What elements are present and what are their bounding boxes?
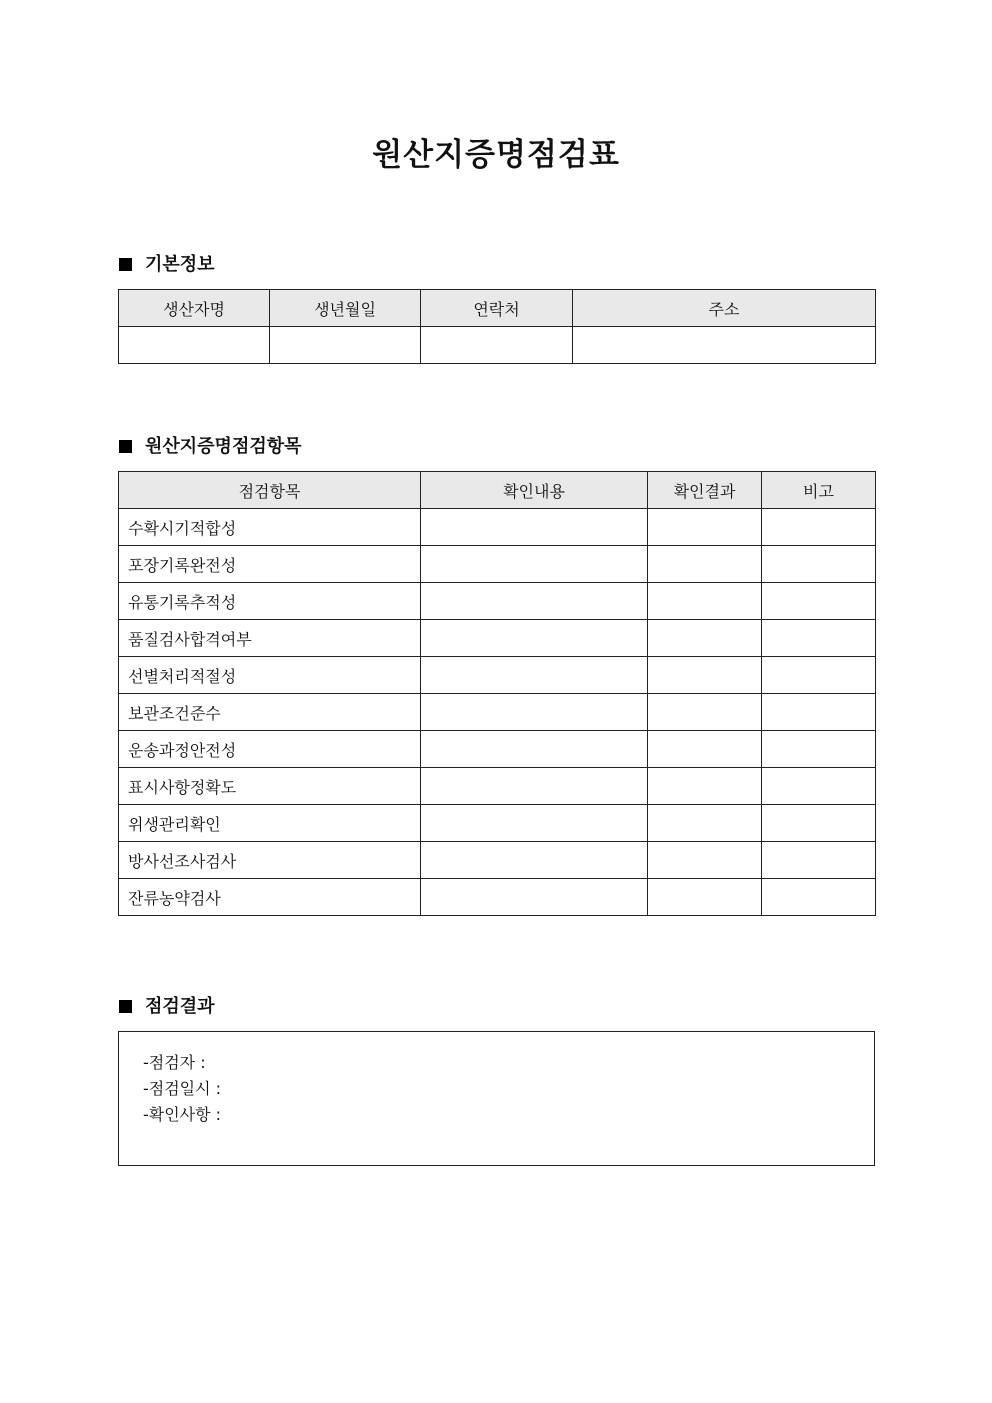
table-row (119, 805, 876, 842)
check-result-cell[interactable] (648, 657, 762, 694)
col-check-item: 점검항목 (119, 472, 421, 509)
table-row (119, 509, 876, 546)
col-remarks: 비고 (762, 472, 876, 509)
remarks-cell[interactable] (762, 620, 876, 657)
check-content-cell[interactable] (421, 546, 648, 583)
check-item-label: 방사선조사검사 (119, 842, 421, 879)
remarks-cell[interactable] (762, 657, 876, 694)
check-item-label: 유통기록추적성 (119, 583, 421, 620)
check-result-cell[interactable] (648, 509, 762, 546)
check-item-label: 잔류농약검사 (119, 879, 421, 916)
col-check-result: 확인결과 (648, 472, 762, 509)
address-cell[interactable] (573, 327, 876, 364)
check-result-cell[interactable] (648, 546, 762, 583)
remarks-cell[interactable] (762, 768, 876, 805)
check-item-label: 보관조건준수 (119, 694, 421, 731)
check-item-label: 선별처리적절성 (119, 657, 421, 694)
check-result-cell[interactable] (648, 805, 762, 842)
check-result-cell[interactable] (648, 768, 762, 805)
confirmation-notes-line: -확인사항 : (143, 1105, 222, 1124)
remarks-cell[interactable] (762, 805, 876, 842)
inspector-line: -점검자 : (143, 1053, 206, 1072)
table-row (119, 694, 876, 731)
col-producer-name: 생산자명 (119, 290, 270, 327)
basic-info-heading (119, 253, 215, 277)
basic-info-table (118, 289, 876, 364)
square-bullet-icon (119, 258, 132, 271)
check-content-cell[interactable] (421, 731, 648, 768)
remarks-cell[interactable] (762, 879, 876, 916)
check-content-cell[interactable] (421, 768, 648, 805)
col-address: 주소 (573, 290, 876, 327)
check-result-cell[interactable] (648, 842, 762, 879)
result-box[interactable] (118, 1031, 875, 1166)
col-birth-date: 생년월일 (270, 290, 421, 327)
square-bullet-icon (119, 440, 132, 453)
checklist-heading-label: 원산지증명점검항목 (145, 436, 302, 457)
square-bullet-icon (119, 1000, 132, 1013)
check-content-cell[interactable] (421, 879, 648, 916)
basic-info-heading-label: 기본정보 (145, 254, 215, 275)
table-row (119, 657, 876, 694)
check-result-cell[interactable] (648, 583, 762, 620)
checklist-table (118, 471, 876, 916)
birth-date-cell[interactable] (270, 327, 421, 364)
result-heading (119, 995, 215, 1019)
check-result-cell[interactable] (648, 694, 762, 731)
col-check-content: 확인내용 (421, 472, 648, 509)
remarks-cell[interactable] (762, 509, 876, 546)
check-content-cell[interactable] (421, 842, 648, 879)
contact-cell[interactable] (421, 327, 573, 364)
check-content-cell[interactable] (421, 583, 648, 620)
table-row (119, 768, 876, 805)
checklist-heading (119, 435, 302, 459)
check-content-cell[interactable] (421, 620, 648, 657)
check-content-cell[interactable] (421, 694, 648, 731)
check-result-cell[interactable] (648, 879, 762, 916)
check-content-cell[interactable] (421, 805, 648, 842)
check-item-label: 표시사항정확도 (119, 768, 421, 805)
check-result-cell[interactable] (648, 620, 762, 657)
checklist-header-row (119, 472, 876, 509)
check-item-label: 포장기록완전성 (119, 546, 421, 583)
document-title: 원산지증명점검표 (372, 137, 620, 173)
remarks-cell[interactable] (762, 842, 876, 879)
remarks-cell[interactable] (762, 731, 876, 768)
check-item-label: 수확시기적합성 (119, 509, 421, 546)
remarks-cell[interactable] (762, 546, 876, 583)
check-result-cell[interactable] (648, 731, 762, 768)
check-item-label: 운송과정안전성 (119, 731, 421, 768)
col-contact: 연락처 (421, 290, 573, 327)
table-row (119, 583, 876, 620)
table-row (119, 842, 876, 879)
basic-info-input-row (119, 327, 876, 364)
remarks-cell[interactable] (762, 694, 876, 731)
inspection-date-line: -점검일시 : (143, 1079, 222, 1098)
table-row (119, 731, 876, 768)
check-content-cell[interactable] (421, 657, 648, 694)
remarks-cell[interactable] (762, 583, 876, 620)
basic-info-header-row (119, 290, 876, 327)
producer-name-cell[interactable] (119, 327, 270, 364)
check-content-cell[interactable] (421, 509, 648, 546)
table-row (119, 879, 876, 916)
result-heading-label: 점검결과 (145, 996, 215, 1017)
table-row (119, 620, 876, 657)
table-row (119, 546, 876, 583)
check-item-label: 품질검사합격여부 (119, 620, 421, 657)
check-item-label: 위생관리확인 (119, 805, 421, 842)
